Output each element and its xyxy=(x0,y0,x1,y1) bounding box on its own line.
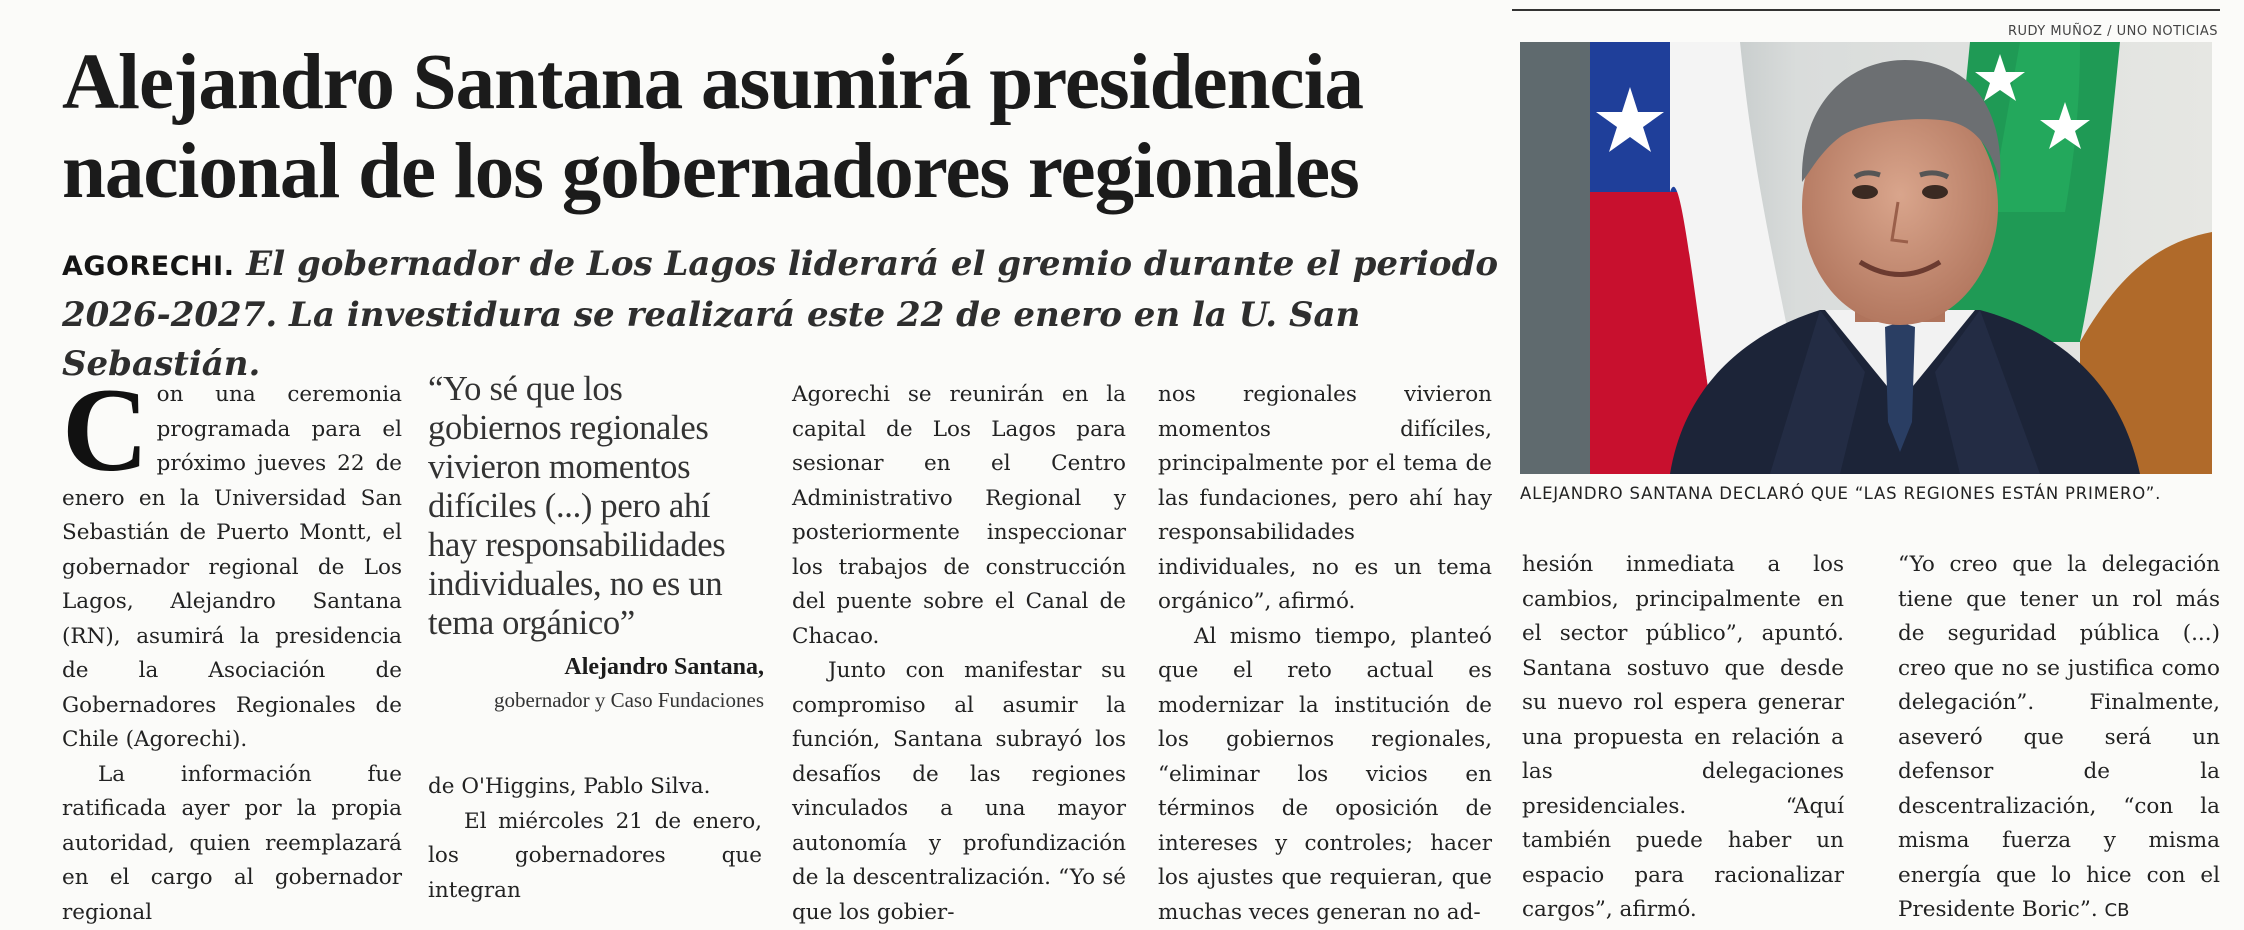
body-column-3 xyxy=(792,378,1126,930)
body-paragraph: La información fue ratificada ayer por la propia autoridad, quien reemplazará en el cargo al gobernador regional xyxy=(62,758,402,930)
top-rule xyxy=(1512,9,2220,11)
body-paragraph: Al mismo tiempo, planteó que el reto actual es modernizar la institución de los gobiernos regionales, “eliminar los vicios en términos de oposición de intereses y controles; hacer los ajustes que requieran, que muchas veces generan no ad- xyxy=(1158,620,1492,930)
body-column-2 xyxy=(428,770,762,908)
body-paragraph: de O'Higgins, Pablo Silva. xyxy=(428,770,762,805)
lede-kicker: AGORECHI. xyxy=(62,251,234,282)
body-column-6 xyxy=(1898,548,2220,929)
body-paragraph xyxy=(1898,548,2220,929)
body-paragraph: El miércoles 21 de enero, los gobernadores que integran xyxy=(428,805,762,909)
pull-quote-author: Alejandro Santana, xyxy=(428,654,764,681)
end-mark: CB xyxy=(2105,900,2130,921)
photo-credit: RUDY MUÑOZ / UNO NOTICIAS xyxy=(2008,24,2218,39)
body-paragraph: hesión inmediata a los cambios, principalmente en el sector público”, apuntó. Santana sostuvo que desde su nuevo rol espera generar una propuesta en relación a las delegaciones presidenciales. “Aquí también puede haber un espacio para racionalizar cargos”, afirmó. xyxy=(1522,548,1844,928)
headline: Alejandro Santana asumirá presidencia nacional de los gobernadores regionales xyxy=(62,38,1502,216)
pull-quote-role: gobernador y Caso Fundaciones xyxy=(428,688,764,713)
body-paragraph: nos regionales vivieron momentos difíciles, principalmente por el tema de las fundaciones, pero ahí hay responsabilidades individuales, no es un tema orgánico”, afirmó. xyxy=(1158,378,1492,620)
body-column-5 xyxy=(1522,548,1844,928)
body-paragraph: Agorechi se reunirán en la capital de Los Lagos para sesionar en el Centro Administrativo Regional y posteriormente inspeccionar los trabajos de construcción del puente sobre el Canal de Chacao. xyxy=(792,378,1126,654)
lede xyxy=(62,240,1502,389)
lede-text: El gobernador de Los Lagos liderará el gremio durante el periodo 2026-2027. La investidura se realizará este 22 de enero en la U. San Sebastián. xyxy=(62,244,1498,384)
body-paragraph xyxy=(62,378,402,758)
photo-caption: ALEJANDRO SANTANA DECLARÓ QUE “LAS REGIONES ESTÁN PRIMERO”. xyxy=(1520,484,2220,503)
paragraph-text: on una ceremonia programada para el próximo jueves 22 de enero en la Universidad San Sebastián de Puerto Montt, el gobernador regional de Los Lagos, Alejandro Santana (RN), asumirá la presidencia de la Asociación de Gobernadores Regionales de Chile (Agorechi). xyxy=(62,382,402,752)
body-column-4 xyxy=(1158,378,1492,930)
body-paragraph: Junto con manifestar su compromiso al asumir la función, Santana subrayó los desafíos de las regiones vinculados a una mayor autonomía y profundización de la descentralización. “Yo sé que los gobier- xyxy=(792,654,1126,930)
body-column-1 xyxy=(62,378,402,930)
drop-cap: C xyxy=(62,382,149,478)
paragraph-text: “Yo creo que la delegación tiene que tener un rol más de seguridad pública (...) creo que no se justifica como delegación”. Finalmente, aseveró que será un defensor de la descentralización, “con la misma fuerza y misma energía que lo hice con el Presidente Boric”. xyxy=(1898,552,2220,922)
pull-quote: “Yo sé que los gobiernos regionales vivieron momentos difíciles (...) pero ahí hay responsabilidades individuales, no es un tema orgánico” xyxy=(428,370,764,643)
portrait-illustration xyxy=(1520,42,2212,474)
photo-alejandro-santana xyxy=(1520,42,2212,474)
